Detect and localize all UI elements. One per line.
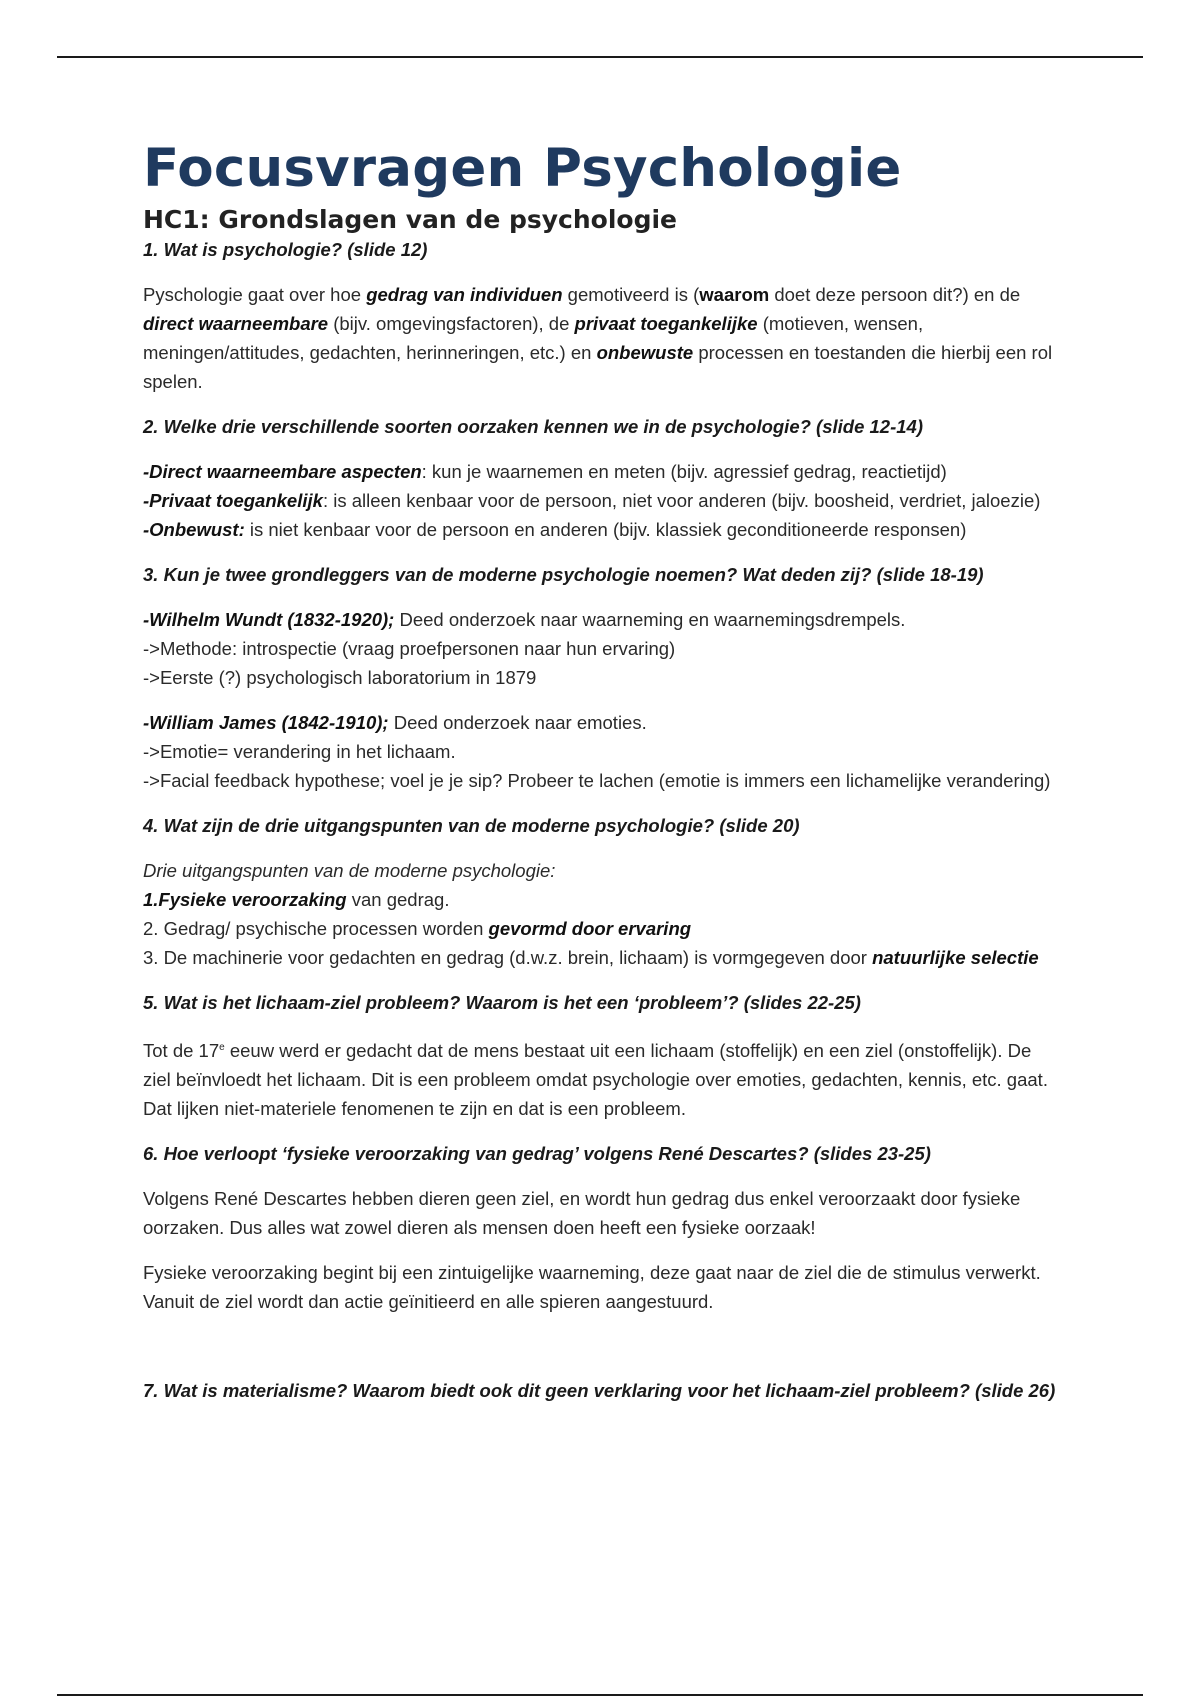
answer-6a: Volgens René Descartes hebben dieren geen ziel, en wordt hun gedrag dus enkel veroorzaakt door fysieke oorzaken. Dus alles wat zowel dieren als mensen doen heeft een fysieke oorzaak!	[143, 1188, 1021, 1239]
header-rule	[57, 56, 1143, 58]
answer-4: Drie uitgangspunten van de moderne psychologie: 1.Fysieke veroorzaking van gedrag. 2. Gedrag/ psychische processen worden gevormd door ervaring 3. De machinerie voor gedachten en gedrag (d.w.z. brein, lichaam) is vormgegeven door natuurlijke selectie	[143, 860, 1039, 969]
answer-1: Pyschologie gaat over hoe gedrag van individuen gemotiveerd is (waarom doet deze persoon dit?) en de direct waarneembare (bijv. omgevingsfactoren), de privaat toegankelijke (motieven, wensen, meningen/attitudes, gedachten, herinneringen, etc.) en onbewuste processen en toestanden die hierbij een rol spelen.	[143, 284, 1053, 393]
question-4: 4. Wat zijn de drie uitgangspunten van de moderne psychologie? (slide 20)	[143, 815, 800, 837]
document-title: Focusvragen Psychologie	[143, 138, 902, 199]
question-3: 3. Kun je twee grondleggers van de moderne psychologie noemen? Wat deden zij? (slide 18-19)	[143, 564, 984, 586]
answer-6b: Fysieke veroorzaking begint bij een zintuigelijke waarneming, deze gaat naar de ziel die de stimulus verwerkt. Vanuit de ziel wordt dan actie geïnitieerd en alle spieren aangestuurd.	[143, 1262, 1041, 1313]
question-5: 5. Wat is het lichaam-ziel probleem? Waarom is het een ‘probleem’? (slides 22-25)	[143, 992, 861, 1014]
answer-3-james: -William James (1842-1910); Deed onderzoek naar emoties. ->Emotie= verandering in het lichaam. ->Facial feedback hypothese; voel je je sip? Probeer te lachen (emotie is immers een lichamelijke verandering)	[143, 712, 1051, 792]
question-6: 6. Hoe verloopt ‘fysieke veroorzaking van gedrag’ volgens René Descartes? (slides 23-25)	[143, 1143, 931, 1165]
question-1: 1. Wat is psychologie? (slide 12)	[143, 239, 428, 261]
footer-rule	[57, 1694, 1143, 1696]
answer-3-wundt: -Wilhelm Wundt (1832-1920); Deed onderzoek naar waarneming en waarnemingsdrempels. ->Methode: introspectie (vraag proefpersonen naar hun ervaring) ->Eerste (?) psychologisch laboratorium in 1879	[143, 609, 906, 689]
document-body	[143, 140, 1063, 1405]
answer-2: -Direct waarneembare aspecten: kun je waarnemen en meten (bijv. agressief gedrag, reactietijd) -Privaat toegankelijk: is alleen kenbaar voor de persoon, niet voor anderen (bijv. boosheid, verdriet, jaloezie) -Onbewust: is niet kenbaar voor de persoon en anderen (bijv. klassiek geconditioneerde responsen)	[143, 461, 1041, 541]
document-subtitle: HC1: Grondslagen van de psychologie	[143, 205, 678, 235]
question-7: 7. Wat is materialisme? Waarom biedt ook dit geen verklaring voor het lichaam-ziel probleem? (slide 26)	[143, 1380, 1056, 1402]
question-2: 2. Welke drie verschillende soorten oorzaken kennen we in de psychologie? (slide 12-14)	[143, 416, 923, 438]
answer-5: Tot de 17e eeuw werd er gedacht dat de mens bestaat uit een lichaam (stoffelijk) en een ziel (onstoffelijk). De ziel beïnvloedt het lichaam. Dit is een probleem omdat psychologie over emoties, gedachten, kennis, etc. gaat. Dat lijken niet-materiele fenomenen te zijn en dat is een probleem.	[143, 1040, 1048, 1120]
